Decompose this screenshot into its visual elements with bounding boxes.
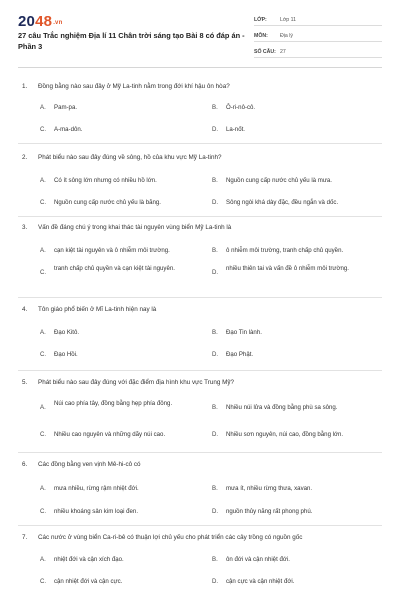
option-letter: D. <box>212 126 219 133</box>
question-number: 7. <box>22 534 28 541</box>
option-text: Đạo Kitô. <box>54 329 80 336</box>
option-letter: C. <box>40 508 47 515</box>
question-divider <box>18 216 382 217</box>
info-label: LỚP: <box>254 17 267 23</box>
option-letter: D. <box>212 199 219 206</box>
option-text: mưa nhiều, rừng rậm nhiệt đới. <box>54 485 139 492</box>
option-text: Đạo Tin lành. <box>226 329 262 336</box>
option-text: ô nhiễm môi trường, tranh chấp chủ quyền. <box>226 247 344 254</box>
info-value: 27 <box>280 49 286 55</box>
question-text: Vấn đề đáng chú ý trong khai thác tài nguyên vùng biển Mỹ La-tinh là <box>38 224 232 231</box>
question-divider <box>18 297 382 298</box>
option-text: nhiều khoáng sản kim loại đen. <box>54 508 139 515</box>
option-letter: B. <box>212 247 218 254</box>
option-letter: A. <box>40 485 46 492</box>
question-divider <box>18 525 382 526</box>
option-text: Pam-pa. <box>54 104 78 111</box>
question-divider <box>18 370 382 371</box>
option-text: mưa ít, nhiều rừng thưa, xavan. <box>226 485 313 492</box>
option-letter: C. <box>40 351 47 358</box>
option-letter: B. <box>212 329 218 336</box>
question-number: 1. <box>22 83 28 90</box>
option-letter: B. <box>212 177 218 184</box>
logo-text: 2048 <box>18 13 53 30</box>
info-row-subject <box>254 29 382 42</box>
option-letter: D. <box>212 508 219 515</box>
option-text: Nhiều sơn nguyên, núi cao, đồng bằng lớn. <box>226 431 344 438</box>
option-letter: B. <box>212 485 218 492</box>
option-letter: D. <box>212 578 219 585</box>
question-text: Phát biểu nào sau đây đúng về sông, hồ của khu vực Mỹ La-tinh? <box>38 154 222 161</box>
question-text: Phát biểu nào sau đây đúng với đặc điểm địa hình khu vực Trung Mỹ? <box>38 379 234 386</box>
question-number: 4. <box>22 306 28 313</box>
option-letter: C. <box>40 269 47 276</box>
option-letter: B. <box>212 404 218 411</box>
info-row-class <box>254 13 382 26</box>
info-value: Lớp 11 <box>280 17 296 23</box>
header-divider <box>18 67 382 68</box>
option-text: ôn đới và cận nhiệt đới. <box>226 556 290 563</box>
option-letter: D. <box>212 351 219 358</box>
option-text: tranh chấp chủ quyền và cạn kiệt tài nguyên. <box>54 265 175 272</box>
option-text: Nguồn cung cấp nước chủ yếu là băng. <box>54 199 162 206</box>
option-letter: A. <box>40 177 46 184</box>
question-text: Đồng bằng nào sau đây ở Mỹ La-tinh nằm trong đới khí hậu ôn hòa? <box>38 83 230 90</box>
option-text: nguồn thủy năng rất phong phú. <box>226 508 313 515</box>
option-text: cận cực và cận nhiệt đới. <box>226 578 295 585</box>
option-text: nhiều thiên tai và vấn đề ô nhiễm môi trường. <box>226 265 349 272</box>
option-text: Nhiều núi lửa và đồng bằng phù sa sông. <box>226 404 338 411</box>
option-text: Sông ngòi khá dày đặc, đều ngắn và dốc. <box>226 199 339 206</box>
question-text: Tôn giáo phổ biến ở Mĩ La-tinh hiện nay là <box>38 306 157 313</box>
option-text: nhiệt đới và cận xích đạo. <box>54 556 124 563</box>
option-text: La-nốt. <box>226 126 245 133</box>
option-letter: C. <box>40 578 47 585</box>
option-letter: A. <box>40 404 46 411</box>
option-letter: D. <box>212 269 219 276</box>
option-text: Đạo Hồi. <box>54 351 78 358</box>
option-text: Có ít sông lớn nhưng có nhiều hồ lớn. <box>54 177 157 184</box>
info-row-count <box>254 45 382 58</box>
logo-suffix: .vn <box>53 20 63 26</box>
option-text: Ô-ri-nô-cô. <box>226 104 256 111</box>
option-letter: A. <box>40 556 46 563</box>
question-number: 3. <box>22 224 28 231</box>
option-letter: D. <box>212 431 219 438</box>
option-letter: B. <box>212 104 218 111</box>
option-letter: A. <box>40 329 46 336</box>
info-label: MÔN: <box>254 33 268 39</box>
question-divider <box>18 452 382 453</box>
option-text: A-ma-dôn. <box>54 126 83 133</box>
option-letter: C. <box>40 126 47 133</box>
option-text: Đạo Phật. <box>226 351 254 358</box>
question-number: 6. <box>22 461 28 468</box>
option-letter: B. <box>212 556 218 563</box>
option-letter: A. <box>40 104 46 111</box>
question-number: 5. <box>22 379 28 386</box>
option-letter: C. <box>40 199 47 206</box>
site-logo[interactable] <box>18 13 62 30</box>
info-label: SỐ CÂU: <box>254 49 276 55</box>
question-text: Các nước ở vùng biển Ca-ri-bê có thuận lợi chủ yếu cho phát triển các cây trồng có nguồn gốc <box>38 534 303 541</box>
option-letter: A. <box>40 247 46 254</box>
info-value: Địa lý <box>280 33 293 39</box>
option-text: Núi cao phía tây, đồng bằng hẹp phía đông. <box>54 400 173 407</box>
page-title: 27 câu Trắc nghiệm Địa lí 11 Chân trời sáng tạo Bài 8 có đáp án - Phần 3 <box>18 31 245 51</box>
info-panel <box>254 13 382 61</box>
option-text: cận nhiệt đới và cận cực. <box>54 578 123 585</box>
option-text: cạn kiệt tài nguyên và ô nhiễm môi trường. <box>54 247 170 254</box>
question-number: 2. <box>22 154 28 161</box>
question-divider <box>18 143 382 144</box>
option-text: Nhiều cao nguyên và những dãy núi cao. <box>54 431 166 438</box>
question-text: Các đồng bằng ven vịnh Mê-hi-cô có <box>38 461 141 468</box>
option-text: Nguồn cung cấp nước chủ yếu là mưa. <box>226 177 332 184</box>
option-letter: C. <box>40 431 47 438</box>
